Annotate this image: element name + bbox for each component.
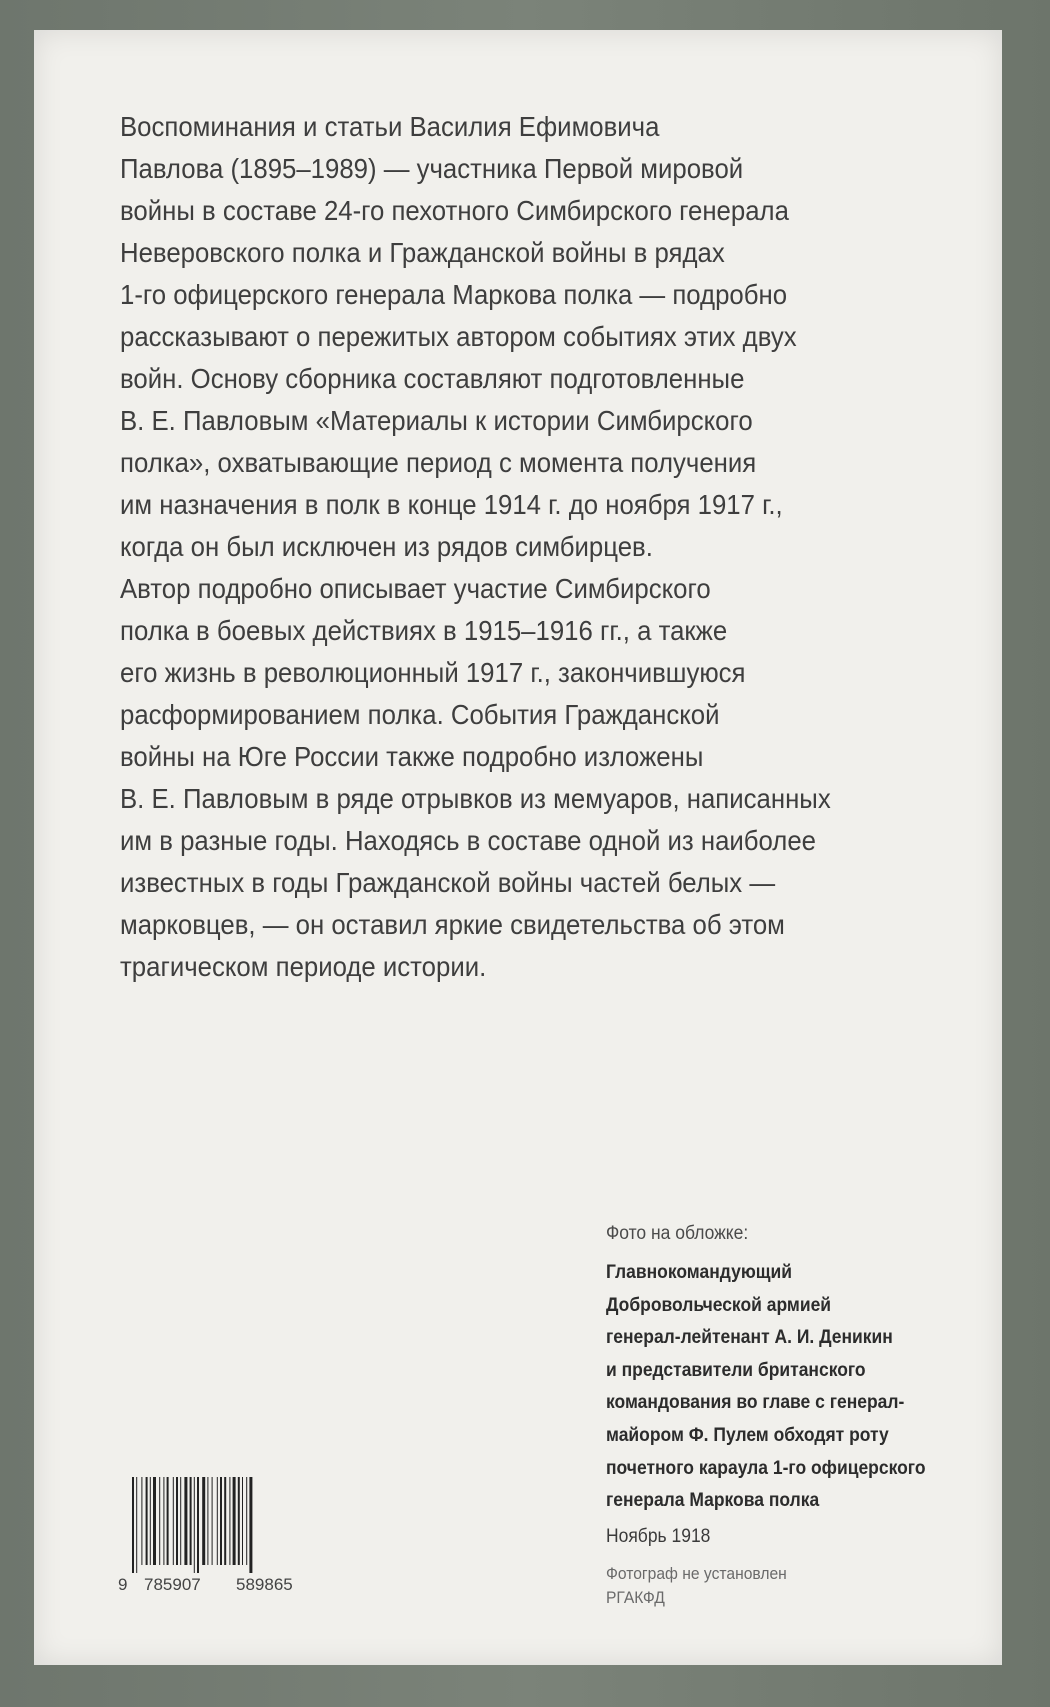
barcode-bar	[180, 1477, 181, 1565]
annotation-line: когда он был исключен из рядов симбирцев.	[120, 531, 653, 562]
caption-line: генерала Маркова полка	[606, 1490, 820, 1512]
barcode-bar	[159, 1477, 160, 1565]
barcode-bar	[224, 1477, 226, 1565]
annotation-line: им назначения в полк в конце 1914 г. до ноября 1917 г.,	[120, 489, 783, 520]
barcode-bar	[242, 1477, 243, 1565]
barcode-bars	[118, 1477, 318, 1573]
annotation-line: войны в составе 24-го пехотного Симбирского генерала	[120, 195, 789, 226]
barcode-bar	[167, 1477, 169, 1565]
annotation-line: Павлова (1895–1989) — участника Первой мировой	[120, 153, 744, 184]
barcode-bar	[132, 1477, 134, 1573]
barcode-bar	[229, 1477, 230, 1565]
annotation-line: 1-го офицерского генерала Маркова полка — подробно	[120, 279, 788, 310]
barcode-bar	[190, 1477, 192, 1565]
photo-caption-description	[606, 1257, 925, 1518]
annotation-line: им в разные годы. Находясь в составе одной из наиболее	[120, 825, 816, 856]
annotation-line: В. Е. Павловым в ряде отрывков из мемуаров, написанных	[120, 783, 831, 814]
isbn-barcode	[118, 1477, 318, 1595]
photo-credit-line: Фотограф не установлен	[606, 1563, 787, 1583]
photo-date: Ноябрь 1918	[606, 1525, 711, 1547]
barcode-bar	[163, 1477, 164, 1565]
annotation-line: трагическом периоде истории.	[120, 951, 487, 982]
annotation-text	[120, 106, 831, 988]
barcode-bar	[220, 1477, 222, 1565]
annotation-line: войн. Основу сборника составляют подготовленные	[120, 363, 745, 394]
barcode-bar	[238, 1477, 240, 1565]
barcode-bar	[207, 1477, 208, 1565]
barcode-bar	[141, 1477, 142, 1565]
barcode-bar	[146, 1477, 148, 1565]
annotation-line: марковцев, — он оставил яркие свидетельства об этом	[120, 909, 785, 940]
barcode-bar	[176, 1477, 178, 1565]
barcode-bar	[233, 1477, 236, 1565]
barcode-bar	[202, 1477, 205, 1565]
cover-text-panel	[34, 30, 1002, 1665]
annotation-line: Воспоминания и статьи Василия Ефимовича	[120, 111, 660, 142]
barcode-bar	[212, 1477, 213, 1565]
caption-line: почетного караула 1-го офицерского	[606, 1457, 926, 1479]
annotation-line: Автор подробно описывает участие Симбирского	[120, 573, 711, 604]
barcode-digit-first: 9	[118, 1575, 128, 1594]
photo-caption	[606, 1217, 925, 1610]
barcode-digits-right: 589865	[236, 1575, 293, 1594]
annotation-line: его жизнь в революционный 1917 г., закончившуюся	[120, 657, 746, 688]
annotation-line: В. Е. Павловым «Материалы к истории Симбирского	[120, 405, 753, 436]
caption-line: и представители британского	[606, 1359, 866, 1381]
caption-line: майором Ф. Пулем обходят роту	[606, 1424, 889, 1446]
annotation-line: полка в боевых действиях в 1915–1916 гг., а также	[120, 615, 728, 646]
annotation-line: рассказывают о пережитых автором событиях этих двух	[120, 321, 797, 352]
barcode-bar	[150, 1477, 151, 1565]
barcode-bar	[173, 1477, 174, 1565]
barcode-bar	[217, 1477, 218, 1565]
photo-caption-label: Фото на обложке:	[606, 1223, 749, 1244]
photo-archive-line: РГАКФД	[606, 1587, 665, 1607]
annotation-line: Неверовского полка и Гражданской войны в рядах	[120, 237, 725, 268]
caption-line: генерал-лейтенант А. И. Деникин	[606, 1327, 893, 1349]
caption-line: командования во главе с генерал-	[606, 1392, 905, 1414]
barcode-bar	[136, 1477, 137, 1573]
annotation-line: войны на Юге России также подробно изложены	[120, 741, 704, 772]
barcode-bar	[249, 1477, 252, 1573]
barcode-bar	[246, 1477, 247, 1565]
barcode-bar	[194, 1477, 195, 1573]
barcode-bar	[197, 1477, 199, 1573]
barcode-bar	[184, 1477, 187, 1565]
annotation-line: известных в годы Гражданской войны частей белых —	[120, 867, 776, 898]
caption-line: Главнокомандующий	[606, 1262, 792, 1283]
barcode-digits-left: 785907	[144, 1575, 201, 1594]
annotation-line: расформированием полка. События Гражданской	[120, 699, 720, 730]
caption-line: Добровольческой армией	[606, 1294, 832, 1316]
barcode-bar	[153, 1477, 156, 1565]
annotation-line: полка», охватывающие период с момента получения	[120, 447, 757, 478]
